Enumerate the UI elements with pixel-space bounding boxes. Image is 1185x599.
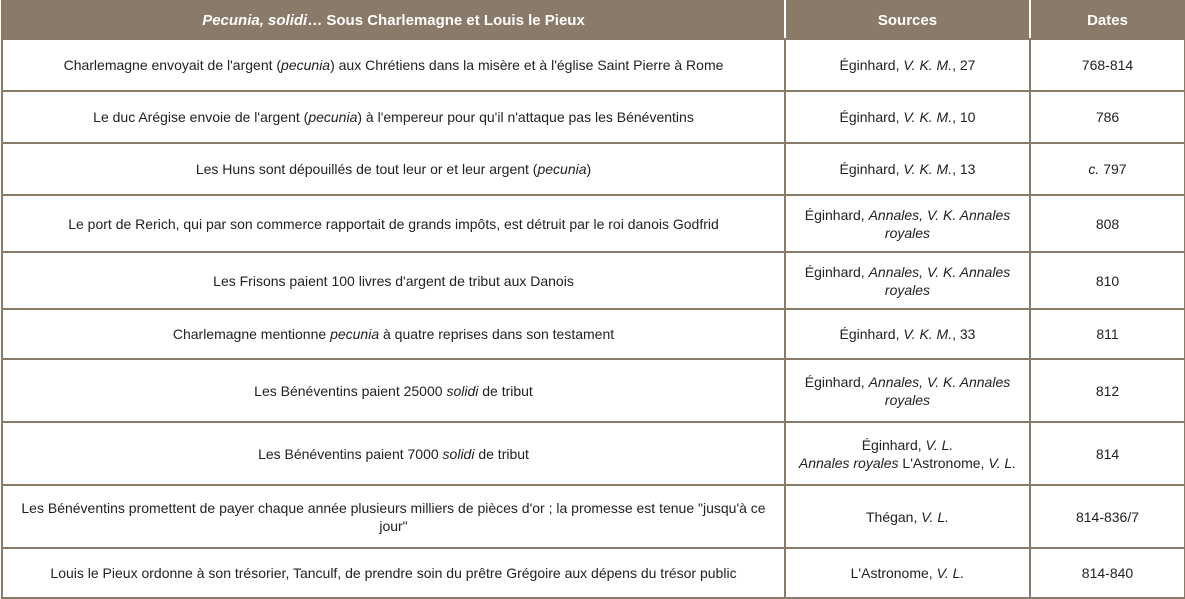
source-cell xyxy=(785,195,1030,252)
source-text: Éginhard, xyxy=(839,57,904,73)
date-cell xyxy=(1030,143,1185,195)
date-text: 814 xyxy=(1095,445,1120,462)
event-text: de tribut xyxy=(478,382,533,399)
event-cell xyxy=(2,309,785,359)
source-italic: V. K. M. xyxy=(903,326,953,342)
source-italic: V. L. xyxy=(925,436,954,453)
table-row xyxy=(2,485,1185,548)
event-text: Les Frisons paient 100 livres d'argent de tribut aux Danois xyxy=(213,272,574,289)
date-cell xyxy=(1030,195,1185,252)
table-row xyxy=(2,195,1185,252)
source-cell xyxy=(785,91,1030,143)
event-cell xyxy=(2,422,785,485)
source-italic: V. K. M. xyxy=(903,161,953,177)
event-italic: pecunia xyxy=(537,161,587,177)
charlemagne-table xyxy=(1,0,1185,599)
source-text: Éginhard, xyxy=(804,373,869,390)
date-text: 814-836/7 xyxy=(1075,508,1140,525)
event-text: Le port de Rerich, qui par son commerce rapportait de grands impôts, est détruit par le roi danois Godfrid xyxy=(68,215,719,232)
event-text: ) xyxy=(586,161,592,177)
source-italic: V. L. xyxy=(921,508,950,525)
source-cell xyxy=(785,485,1030,548)
event-text: Louis le Pieux ordonne à son trésorier, Tanculf, de prendre soin du prêtre Grégoire aux dépens du trésor public xyxy=(50,565,737,581)
date-italic: c. xyxy=(1088,161,1100,177)
source-italic: Annales, V. K. Annales royales xyxy=(868,373,1011,408)
event-cell xyxy=(2,143,785,195)
date-text: 786 xyxy=(1095,109,1120,125)
header-event-rest: … Sous Charlemagne et Louis le Pieux xyxy=(307,11,585,29)
date-cell xyxy=(1030,309,1185,359)
date-cell xyxy=(1030,252,1185,309)
source-text: , 13 xyxy=(952,161,976,177)
table-row xyxy=(2,309,1185,359)
date-text: 810 xyxy=(1095,272,1120,289)
source-italic: Annales, V. K. Annales royales xyxy=(868,263,1011,298)
source-text: , 10 xyxy=(952,109,976,125)
event-text: Charlemagne envoyait de l'argent ( xyxy=(63,57,282,73)
event-text: de tribut xyxy=(474,445,529,462)
date-cell xyxy=(1030,548,1185,598)
date-text: 811 xyxy=(1096,326,1119,342)
table-row xyxy=(2,143,1185,195)
event-text: Les Huns sont dépouillés de tout leur or et leur argent ( xyxy=(195,161,538,177)
event-cell xyxy=(2,195,785,252)
header-row xyxy=(2,1,1185,39)
source-italic: V. K. M. xyxy=(903,109,953,125)
source-cell xyxy=(785,359,1030,422)
event-text: Les Bénéventins promettent de payer chaque année plusieurs milliers de pièces d'or ; la promesse est tenue "jusqu'à ce jour" xyxy=(21,499,766,534)
header-sources: Sources xyxy=(785,1,1030,39)
event-text: Charlemagne mentionne xyxy=(172,326,331,342)
source-text: L'Astronome, xyxy=(898,454,989,471)
event-italic: pecunia xyxy=(308,109,358,125)
date-text: 814-840 xyxy=(1081,565,1134,581)
header-event-italic: Pecunia, solidi xyxy=(202,11,308,29)
source-text: Éginhard, xyxy=(804,263,869,280)
header-dates: Dates xyxy=(1030,1,1185,39)
source-italic: Annales, V. K. Annales royales xyxy=(868,206,1011,241)
source-text: , 33 xyxy=(952,326,976,342)
event-cell xyxy=(2,39,785,91)
date-text: 768-814 xyxy=(1081,57,1134,73)
source-cell xyxy=(785,39,1030,91)
date-cell xyxy=(1030,39,1185,91)
event-text: ) à l'empereur pour qu'il n'attaque pas les Bénéventins xyxy=(357,109,694,125)
source-text: , 27 xyxy=(952,57,976,73)
source-text: Éginhard, xyxy=(839,109,904,125)
table-row xyxy=(2,91,1185,143)
date-cell xyxy=(1030,91,1185,143)
source-text: Éginhard, xyxy=(839,161,904,177)
table-row xyxy=(2,548,1185,598)
event-text: à quatre reprises dans son testament xyxy=(379,326,615,342)
event-cell xyxy=(2,548,785,598)
event-italic: solidi xyxy=(446,382,479,399)
table-row xyxy=(2,359,1185,422)
source-cell xyxy=(785,309,1030,359)
event-text: Les Bénéventins paient 7000 xyxy=(258,445,443,462)
date-cell xyxy=(1030,359,1185,422)
header-event xyxy=(2,1,785,39)
event-text: Le duc Arégise envoie de l'argent ( xyxy=(93,109,309,125)
event-text: Les Bénéventins paient 25000 xyxy=(254,382,447,399)
event-cell xyxy=(2,359,785,422)
table-row xyxy=(2,252,1185,309)
table-row xyxy=(2,422,1185,485)
source-text: Éginhard, xyxy=(861,436,926,453)
source-cell xyxy=(785,422,1030,485)
event-italic: solidi xyxy=(442,445,475,462)
source-text: Éginhard, xyxy=(804,206,869,223)
table-row xyxy=(2,39,1185,91)
date-text: 812 xyxy=(1095,382,1120,399)
source-cell xyxy=(785,252,1030,309)
source-text: Éginhard, xyxy=(839,326,904,342)
event-italic: pecunia xyxy=(330,326,380,342)
source-text: Thégan, xyxy=(865,508,922,525)
source-italic: V. L. xyxy=(988,454,1017,471)
date-text: 797 xyxy=(1099,161,1127,177)
source-cell xyxy=(785,143,1030,195)
source-line xyxy=(794,454,1021,472)
date-text: 808 xyxy=(1095,215,1120,232)
event-cell xyxy=(2,252,785,309)
source-text: L'Astronome, xyxy=(850,565,937,581)
source-line xyxy=(794,436,1021,454)
event-cell xyxy=(2,485,785,548)
date-cell xyxy=(1030,485,1185,548)
event-text: ) aux Chrétiens dans la misère et à l'église Saint Pierre à Rome xyxy=(330,57,724,73)
source-italic: V. L. xyxy=(936,565,965,581)
source-italic: V. K. M. xyxy=(903,57,953,73)
event-italic: pecunia xyxy=(281,57,331,73)
source-cell xyxy=(785,548,1030,598)
date-cell xyxy=(1030,422,1185,485)
source-italic: Annales royales xyxy=(798,454,899,471)
event-cell xyxy=(2,91,785,143)
